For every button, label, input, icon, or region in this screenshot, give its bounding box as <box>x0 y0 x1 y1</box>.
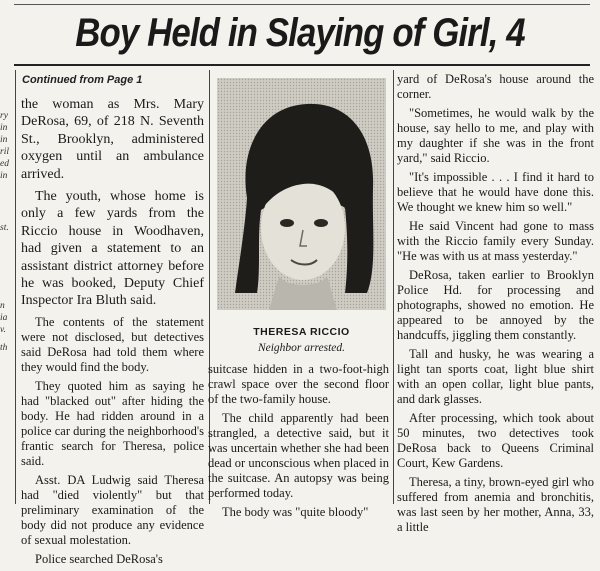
left-edge-fragment-v: v. <box>0 325 6 335</box>
article-column-3 <box>397 72 594 539</box>
left-edge-fragment-th: th <box>0 343 8 353</box>
headline-rule <box>14 64 590 66</box>
edge-fragment: in <box>0 135 8 145</box>
continued-line: Continued from Page 1 <box>22 74 143 86</box>
paragraph: They quoted him as saying he had "blacked out" after hiding the body. He had ridden around in a police car during the neighborhood's frantic search for Theresa, police said. <box>21 378 204 468</box>
portrait-photo <box>217 78 386 310</box>
paragraph: the woman as Mrs. Mary DeRosa, 69, of 218 N. Seventh St., Brooklyn, administered oxygen until an ambulance arrived. <box>21 97 204 182</box>
left-edge-fragment-ia: ia <box>0 313 8 323</box>
edge-fragment: ril <box>0 147 9 157</box>
left-edge-fragment-n: n <box>0 301 5 311</box>
paragraph: yard of DeRosa's house around the corner. <box>397 72 594 101</box>
paragraph: DeRosa, taken earlier to Brooklyn Police Hd. for processing and photographs, showed no emotion. He appeared to be annoyed by the handcuffs, jiggling them constantly. <box>397 268 594 342</box>
paragraph: The body was "quite bloody" <box>222 505 369 519</box>
edge-fragment: in <box>0 123 8 133</box>
headline: Boy Held in Slaying of Girl, 4 <box>75 11 525 55</box>
paragraph: Tall and husky, he was wearing a light tan sports coat, light blue shirt with an open collar, light blue pants, and dark glasses. <box>397 347 594 406</box>
paragraph: After processing, which took about 50 minutes, two detectives took DeRosa back to Queens Criminal Court, Kew Gardens. <box>397 411 594 470</box>
top-rule <box>14 4 590 5</box>
photo-caption-name: THERESA RICCIO <box>253 326 350 338</box>
photo-caption-subtitle: Neighbor arrested. <box>257 342 346 354</box>
paragraph: suitcase hidden in a two-foot-high crawl space over the second floor of the two-family house. <box>208 362 389 406</box>
column-rule-left <box>15 70 16 504</box>
left-edge-fragments <box>0 110 14 182</box>
edge-fragment: ed <box>0 159 9 169</box>
paragraph: Asst. DA Ludwig said Theresa had "died violently" but that preliminary examination of the body did not produce any evidence of sexual molestation. <box>21 472 204 547</box>
paragraph: He said Vincent had gone to mass with the Riccio family every Sunday. "He was with us at mass yesterday." <box>397 219 594 263</box>
article-column-1 <box>21 96 204 571</box>
paragraph: "Sometimes, he would walk by the house, say hello to me, and play with my daughter if she was in the front yard," said Riccio. <box>397 106 594 165</box>
left-edge-fragment-st: st. <box>0 223 9 233</box>
paragraph: Police searched DeRosa's <box>35 551 163 566</box>
paragraph: Theresa, a tiny, brown-eyed girl who suffered from anemia and bronchitis, was last seen by her mother, Anna, 33, a little <box>397 475 594 534</box>
column-rule-right <box>393 70 394 504</box>
article-column-2 <box>208 362 389 524</box>
edge-fragment: ry <box>0 111 8 121</box>
paragraph: The contents of the statement were not disclosed, but detectives said DeRosa had told them where they would find the body. <box>21 314 204 374</box>
girl-portrait-image <box>217 78 386 310</box>
paragraph: The youth, whose home is only a few yards from the Riccio house in Woodhaven, had given a statement to an assistant district attorney before he was booked, Deputy Chief Inspector Ira Bluth said. <box>21 189 204 309</box>
paragraph: "It's impossible . . . I find it hard to believe that he would have done this. We thought we knew him so well." <box>397 170 594 214</box>
edge-fragment: in <box>0 171 8 181</box>
paragraph: The child apparently had been strangled, a detective said, but it was uncertain whether she had been dead or unconscious when placed in the suitcase. An autopsy was being performed today. <box>208 411 389 500</box>
